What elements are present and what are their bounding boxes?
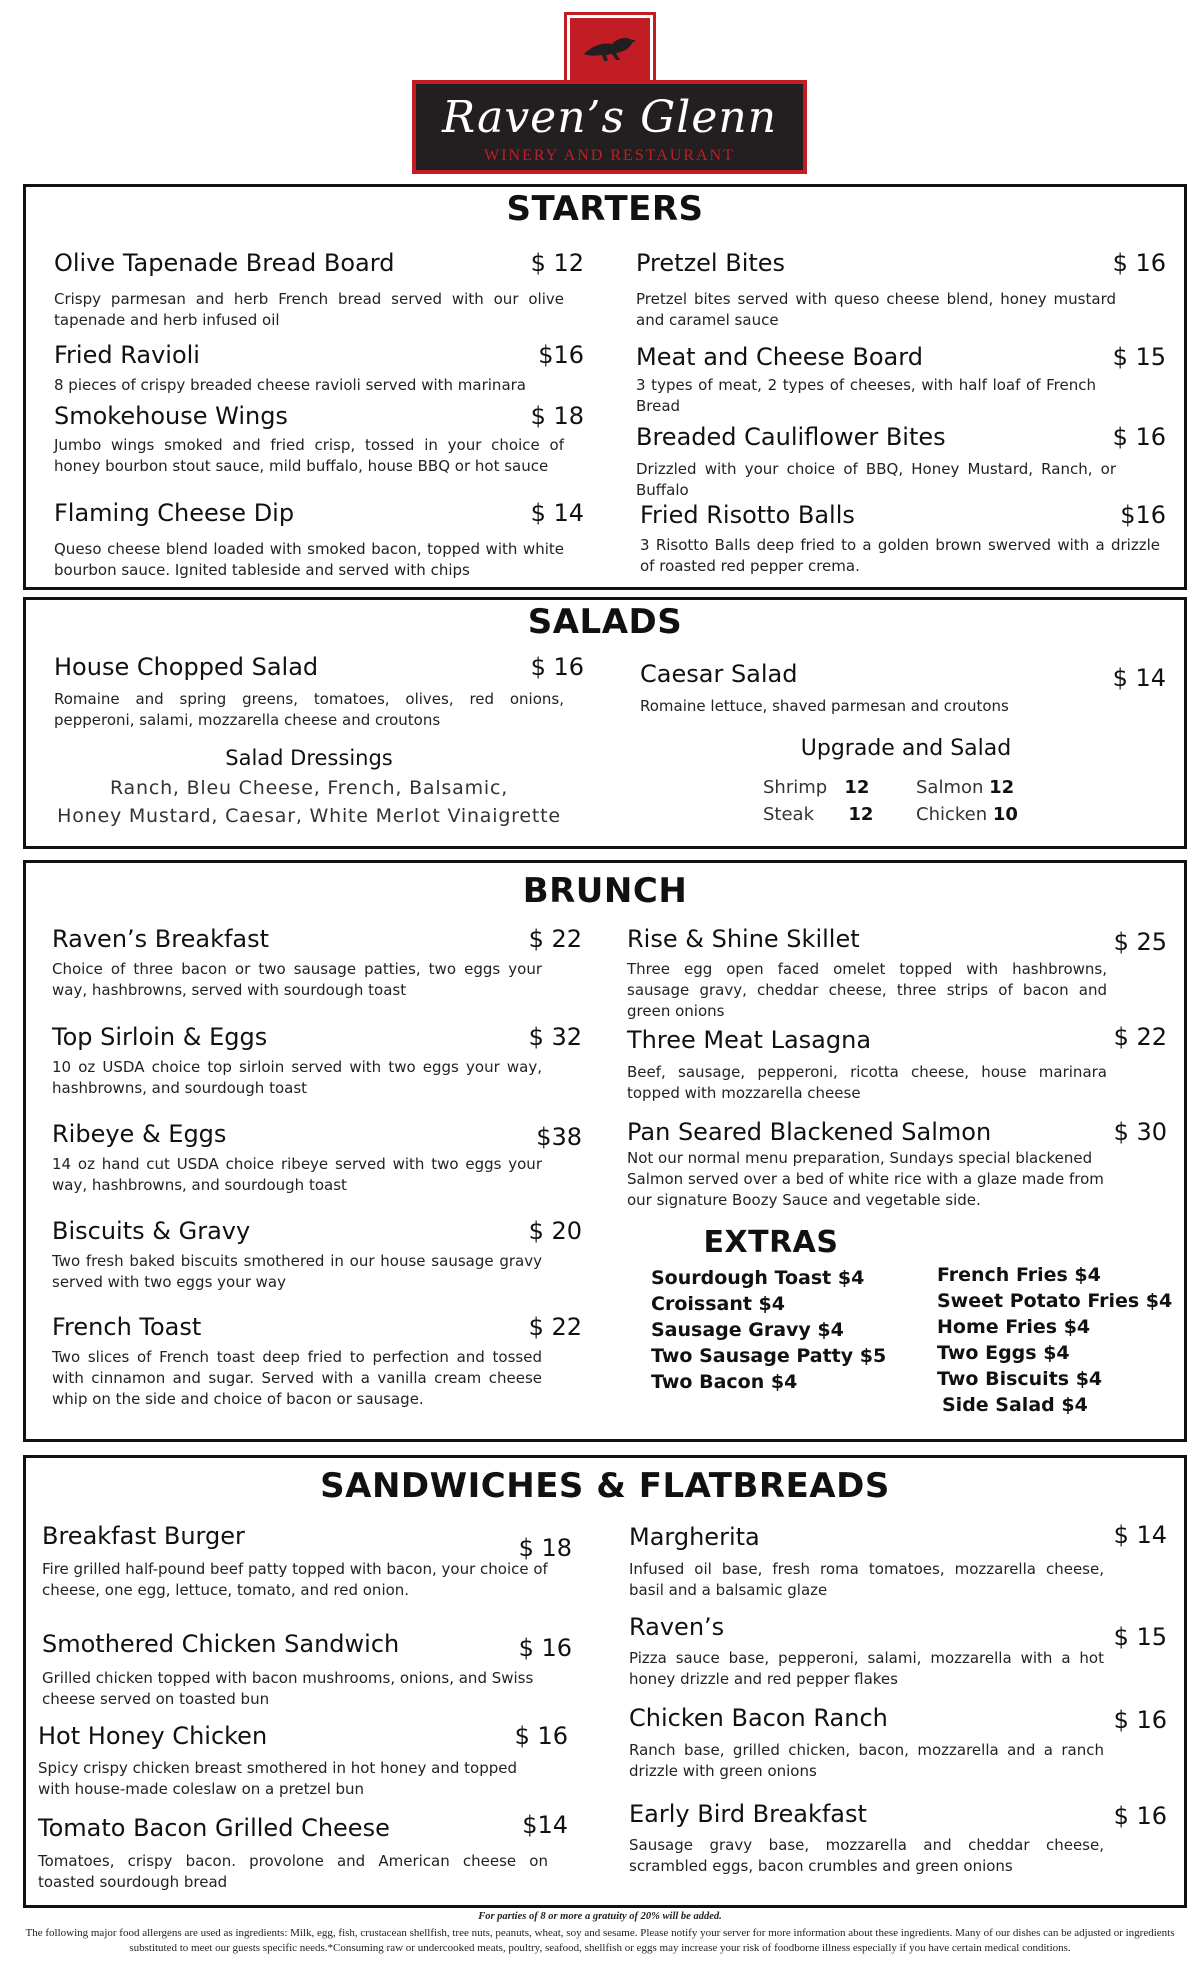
item-name: Breaded Cauliflower Bites [636,423,946,451]
item-description: 10 oz USDA choice top sirloin served with two eggs your way, hashbrowns, and sourdough toast [52,1058,542,1097]
section-title: STARTERS [506,189,704,229]
upgrade-title: Upgrade and Salad [800,736,1012,761]
item-name: Top Sirloin & Eggs [52,1023,268,1051]
item-price: $38 [536,1123,582,1151]
extra-item: Sausage Gravy $4 [651,1319,844,1341]
starters-section [23,184,1187,590]
extra-item: Two Eggs $4 [937,1342,1070,1364]
item-description: Spicy crispy chicken breast smothered in hot honey and topped with house-made coleslaw on a pretzel bun [38,1759,517,1798]
item-price: $ 16 [1113,1802,1167,1830]
item-name: House Chopped Salad [54,653,319,681]
extra-item: Two Bacon $4 [651,1371,798,1393]
upgrade-shrimp [763,777,869,798]
item-name: Fried Risotto Balls [640,501,855,529]
item-name: Margherita [629,1523,760,1551]
item-price: $ 16 [1112,423,1166,451]
extra-item: French Fries $4 [937,1264,1101,1286]
item-name: Smothered Chicken Sandwich [42,1630,400,1658]
item-description: Fire grilled half-pound beef patty topped with bacon, your choice of cheese, one egg, lettuce, tomato, and red onion. [42,1560,548,1599]
dressings-title: Salad Dressings [225,746,393,770]
item-price: $ 20 [528,1217,582,1245]
item-description: Jumbo wings smoked and fried crisp, tossed in your choice of honey bourbon stout sauce, mild buffalo, house BBQ or hot sauce [54,436,564,475]
item-description: 3 Risotto Balls deep fried to a golden brown swerved with a drizzle of roasted red pepper crema. [640,536,1160,575]
upgrade-label: Steak [763,804,815,825]
item-price: $ 22 [1113,1023,1167,1051]
extras-title: EXTRAS [703,1225,839,1260]
extra-item: Two Sausage Patty $5 [651,1345,887,1367]
dressings-line-1: Ranch, Bleu Cheese, French, Balsamic, [109,777,509,799]
item-price: $16 [538,341,584,369]
extras-right-list [937,1262,1172,1418]
item-description: Romaine lettuce, shaved parmesan and croutons [640,697,1009,715]
item-description: Two slices of French toast deep fried to perfection and tossed with cinnamon and sugar. Served with a vanilla cream cheese whip on the side and choice of bacon or sausage. [52,1348,542,1408]
upgrade-steak [763,804,873,825]
section-title: SANDWICHES & FLATBREADS [320,1466,890,1506]
item-description: Three egg open faced omelet topped with hashbrowns, sausage gravy, cheddar cheese, three strips of bacon and green onions [627,960,1107,1020]
item-name: Meat and Cheese Board [636,343,923,371]
item-name: Hot Honey Chicken [38,1722,268,1750]
item-name: Pretzel Bites [636,249,786,277]
item-name: Rise & Shine Skillet [627,925,860,953]
item-description: Grilled chicken topped with bacon mushrooms, onions, and Swiss cheese served on toasted bun [42,1669,534,1708]
item-name: Three Meat Lasagna [627,1026,872,1054]
item-description: 8 pieces of crispy breaded cheese ravioli served with marinara [54,376,526,394]
upgrade-price: 12 [844,777,870,798]
item-description: Pizza sauce base, pepperoni, salami, mozzarella with a hot honey drizzle and red pepper flakes [629,1649,1104,1688]
logo-subtitle: WINERY AND RESTAURANT [484,147,735,164]
item-name: Biscuits & Gravy [52,1217,251,1245]
item-description: Sausage gravy base, mozzarella and cheddar cheese, scrambled eggs, bacon crumbles and green onions [629,1836,1104,1875]
item-description: Drizzled with your choice of BBQ, Honey Mustard, Ranch, or Buffalo [636,460,1116,499]
item-description: Beef, sausage, pepperoni, ricotta cheese, house marinara topped with mozzarella cheese [627,1063,1107,1102]
item-name: Breakfast Burger [42,1522,245,1550]
extra-item: Two Biscuits $4 [937,1368,1103,1390]
dressings-line-2: Honey Mustard, Caesar, White Merlot Vinaigrette [57,805,561,827]
extra-item: Sweet Potato Fries $4 [937,1290,1173,1312]
item-price: $ 30 [1113,1118,1167,1146]
item-name: Early Bird Breakfast [629,1800,867,1828]
item-description: 3 types of meat, 2 types of cheeses, with half loaf of French Bread [636,376,1096,415]
item-price: $ 25 [1113,928,1167,956]
upgrade-price: 12 [989,777,1015,798]
item-price: $ 16 [518,1634,572,1662]
extras-left-list [651,1265,886,1395]
item-description: 14 oz hand cut USDA choice ribeye served with two eggs your way, hashbrowns, and sourdough toast [52,1155,542,1194]
item-name: Olive Tapenade Bread Board [54,249,395,277]
extra-item: Croissant $4 [651,1293,785,1315]
item-description: Not our normal menu preparation, Sundays special blackened Salmon served over a bed of white rice with a glaze made from our signature Boozy Sauce and vegetable side. [627,1149,1104,1209]
item-description: Tomatoes, crispy bacon. provolone and American cheese on toasted sourdough bread [38,1852,548,1891]
upgrade-chicken [916,804,1018,825]
item-price: $ 18 [518,1534,572,1562]
item-name: Pan Seared Blackened Salmon [627,1118,992,1146]
item-price: $ 22 [528,1313,582,1341]
item-price: $ 14 [1113,1521,1167,1549]
sandwiches-section [23,1455,1187,1908]
upgrade-label: Salmon [916,777,984,798]
item-price: $ 14 [530,499,584,527]
restaurant-logo [412,12,807,174]
upgrade-label: Chicken [916,804,988,825]
extra-item: Home Fries $4 [937,1316,1091,1338]
item-price: $ 15 [1113,1623,1167,1651]
item-price: $16 [1120,501,1166,529]
item-description: Ranch base, grilled chicken, bacon, mozzarella and a ranch drizzle with green onions [629,1741,1104,1780]
section-title: SALADS [527,602,683,642]
item-name: Chicken Bacon Ranch [629,1704,888,1732]
item-name: Smokehouse Wings [54,402,288,430]
extra-item: Sourdough Toast $4 [651,1267,865,1289]
item-price: $ 16 [530,653,584,681]
salads-section [23,597,1187,849]
item-description: Choice of three bacon or two sausage patties, two eggs your way, hashbrowns, served with sourdough toast [52,960,542,999]
upgrade-price: 12 [848,804,874,825]
extra-item: Side Salad $4 [942,1394,1088,1416]
upgrade-label: Shrimp [763,777,828,798]
item-name: Raven’s [629,1613,725,1641]
item-price: $ 18 [530,402,584,430]
item-name: Flaming Cheese Dip [54,499,295,527]
item-name: Raven’s Breakfast [52,925,270,953]
item-price: $ 16 [1113,1706,1167,1734]
item-description: Infused oil base, fresh roma tomatoes, mozzarella cheese, basil and a balsamic glaze [629,1560,1104,1599]
allergen-notice: The following major food allergens are used as ingredients: Milk, egg, fish, crustacean shellfish, tree nuts, peanuts, wheat, soy and sesame. Please notify your server for more information about these ingredients. Many of our dishes can be adjusted or ingredients substituted to meet our guests specific needs.*Consuming raw or undercooked meats, poultry, seafood, shellfish or eggs may increase your risk of foodborne illness especially if you have certain medical conditions. [25,1927,1175,1954]
gratuity-note: For parties of 8 or more a gratuity of 20% will be added. [478,1911,722,1922]
item-name: Caesar Salad [640,660,798,688]
section-title: BRUNCH [522,871,688,911]
item-description: Queso cheese blend loaded with smoked bacon, topped with white bourbon sauce. Ignited tableside and served with chips [54,540,564,579]
item-name: Ribeye & Eggs [52,1120,227,1148]
logo-title: Raven’s Glenn [441,92,778,143]
raven-icon [582,34,638,64]
item-price: $ 14 [1112,664,1166,692]
item-price: $ 22 [528,925,582,953]
item-description: Two fresh baked biscuits smothered in our house sausage gravy served with two eggs your way [52,1252,542,1291]
item-name: French Toast [52,1313,202,1341]
item-price: $ 15 [1112,343,1166,371]
item-description: Crispy parmesan and herb French bread served with our olive tapenade and herb infused oil [54,290,564,329]
item-name: Tomato Bacon Grilled Cheese [38,1814,390,1842]
brunch-section [23,860,1187,1442]
item-price: $14 [522,1811,568,1839]
item-price: $ 32 [528,1023,582,1051]
item-description: Pretzel bites served with queso cheese blend, honey mustard and caramel sauce [636,290,1116,329]
item-price: $ 12 [530,249,584,277]
item-name: Fried Ravioli [54,341,200,369]
item-price: $ 16 [514,1722,568,1750]
item-price: $ 16 [1112,249,1166,277]
upgrade-salmon [916,777,1014,798]
item-description: Romaine and spring greens, tomatoes, olives, red onions, pepperoni, salami, mozzarella cheese and croutons [54,690,564,729]
upgrade-price: 10 [992,804,1018,825]
